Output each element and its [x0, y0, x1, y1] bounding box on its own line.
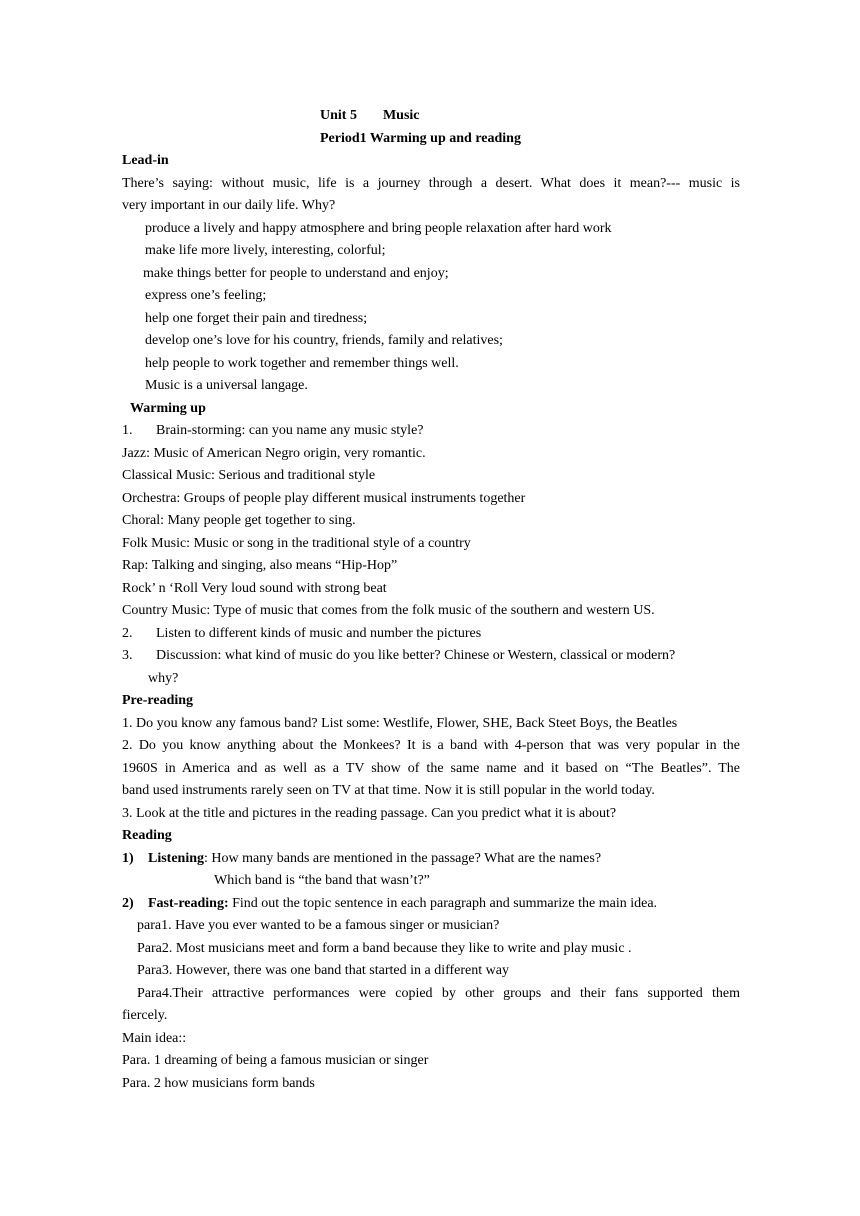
reading-step-listening [122, 848, 740, 871]
item-number: 3. [122, 648, 133, 663]
reason-item: Music is a universal langage. [145, 378, 308, 393]
warming-up-heading: Warming up [130, 400, 206, 416]
step-subquestion: Which band is “the band that wasn’t?” [214, 873, 430, 888]
step-text: : How many bands are mentioned in the passage? What are the names? [204, 850, 602, 866]
lead-in-heading: Lead-in [122, 153, 169, 168]
warming-up-item-1 [122, 420, 740, 443]
paragraph-topic: Para3. However, there was one band that started in a different way [137, 963, 509, 978]
reason-item: make things better for people to understand and enjoy; [143, 265, 449, 281]
item-number: 1. [122, 423, 133, 438]
music-style: Choral: Many people get together to sing. [122, 513, 356, 528]
reason-item: make life more lively, interesting, colorful; [145, 243, 386, 258]
warming-up-item-3 [122, 645, 740, 668]
paragraph-topic: Para4.Their attractive performances were copied by other groups and their fans supported them [137, 985, 740, 1001]
pre-reading-heading: Pre-reading [122, 693, 194, 708]
item-text: Discussion: what kind of music do you like better? Chinese or Western, classical or modern? [156, 648, 676, 663]
step-text: Find out the topic sentence in each paragraph and summarize the main idea. [228, 895, 658, 911]
main-idea-item: Para. 2 how musicians form bands [122, 1075, 315, 1091]
step-number: 2) [122, 895, 134, 911]
step-label: Listening [148, 850, 205, 866]
music-style: Country Music: Type of music that comes from the folk music of the southern and western US. [122, 603, 655, 618]
pre-reading-question: 1. Do you know any famous band? List some: Westlife, Flower, SHE, Back Steet Boys, the Beatles [122, 715, 678, 731]
reading-step-fast-reading [122, 893, 740, 916]
reason-item: develop one’s love for his country, friends, family and relatives; [145, 333, 503, 348]
lead-in-intro-line: There’s saying: without music, life is a journey through a desert. What does it mean?--- music is [122, 175, 740, 191]
music-style: Jazz: Music of American Negro origin, very romantic. [122, 445, 426, 461]
pre-reading-question: 3. Look at the title and pictures in the reading passage. Can you predict what it is about? [122, 805, 617, 821]
item-continuation: why? [148, 670, 179, 686]
item-text: Brain-storming: can you name any music style? [156, 423, 424, 438]
pre-reading-question-line: band used instruments rarely seen on TV at that time. Now it is still popular in the world today. [122, 783, 655, 798]
item-number: 2. [122, 625, 133, 641]
music-style: Orchestra: Groups of people play different musical instruments together [122, 490, 526, 506]
reason-item: help one forget their pain and tiredness; [145, 310, 368, 326]
pre-reading-question: 2. Do you know anything about the Monkees? It is a band with 4-person that was very popular in the [122, 738, 740, 753]
music-style: Classical Music: Serious and traditional style [122, 468, 376, 483]
paragraph-topic: para1. Have you ever wanted to be a famous singer or musician? [137, 918, 500, 933]
reason-item: help people to work together and remember things well. [145, 355, 459, 371]
unit-label: Unit 5 [320, 108, 357, 123]
pre-reading-question-line: 1960S in America and as well as a TV show of the same name and it based on “The Beatles”. The [122, 760, 740, 776]
music-style: Rap: Talking and singing, also means “Hip-Hop” [122, 558, 398, 573]
paragraph-topic: Para2. Most musicians meet and form a band because they like to write and play music . [137, 940, 632, 956]
reading-heading: Reading [122, 828, 172, 843]
warming-up-item-2 [122, 623, 740, 646]
reason-item: produce a lively and happy atmosphere and bring people relaxation after hard work [145, 220, 612, 236]
item-text: Listen to different kinds of music and number the pictures [156, 625, 482, 641]
music-style: Rock’ n ‘Roll Very loud sound with strong beat [122, 580, 387, 596]
reason-item: express one’s feeling; [145, 288, 267, 303]
paragraph-topic-line: fiercely. [122, 1008, 168, 1023]
unit-title [320, 105, 420, 128]
main-idea-item: Para. 1 dreaming of being a famous musician or singer [122, 1053, 429, 1068]
period-title: Period1 Warming up and reading [320, 130, 521, 146]
step-label: Fast-reading: [148, 895, 229, 911]
lead-in-intro-line: very important in our daily life. Why? [122, 198, 336, 213]
main-idea-label: Main idea:: [122, 1030, 187, 1046]
music-style: Folk Music: Music or song in the traditional style of a country [122, 535, 471, 551]
step-number: 1) [122, 850, 134, 866]
subject-label: Music [382, 108, 420, 123]
